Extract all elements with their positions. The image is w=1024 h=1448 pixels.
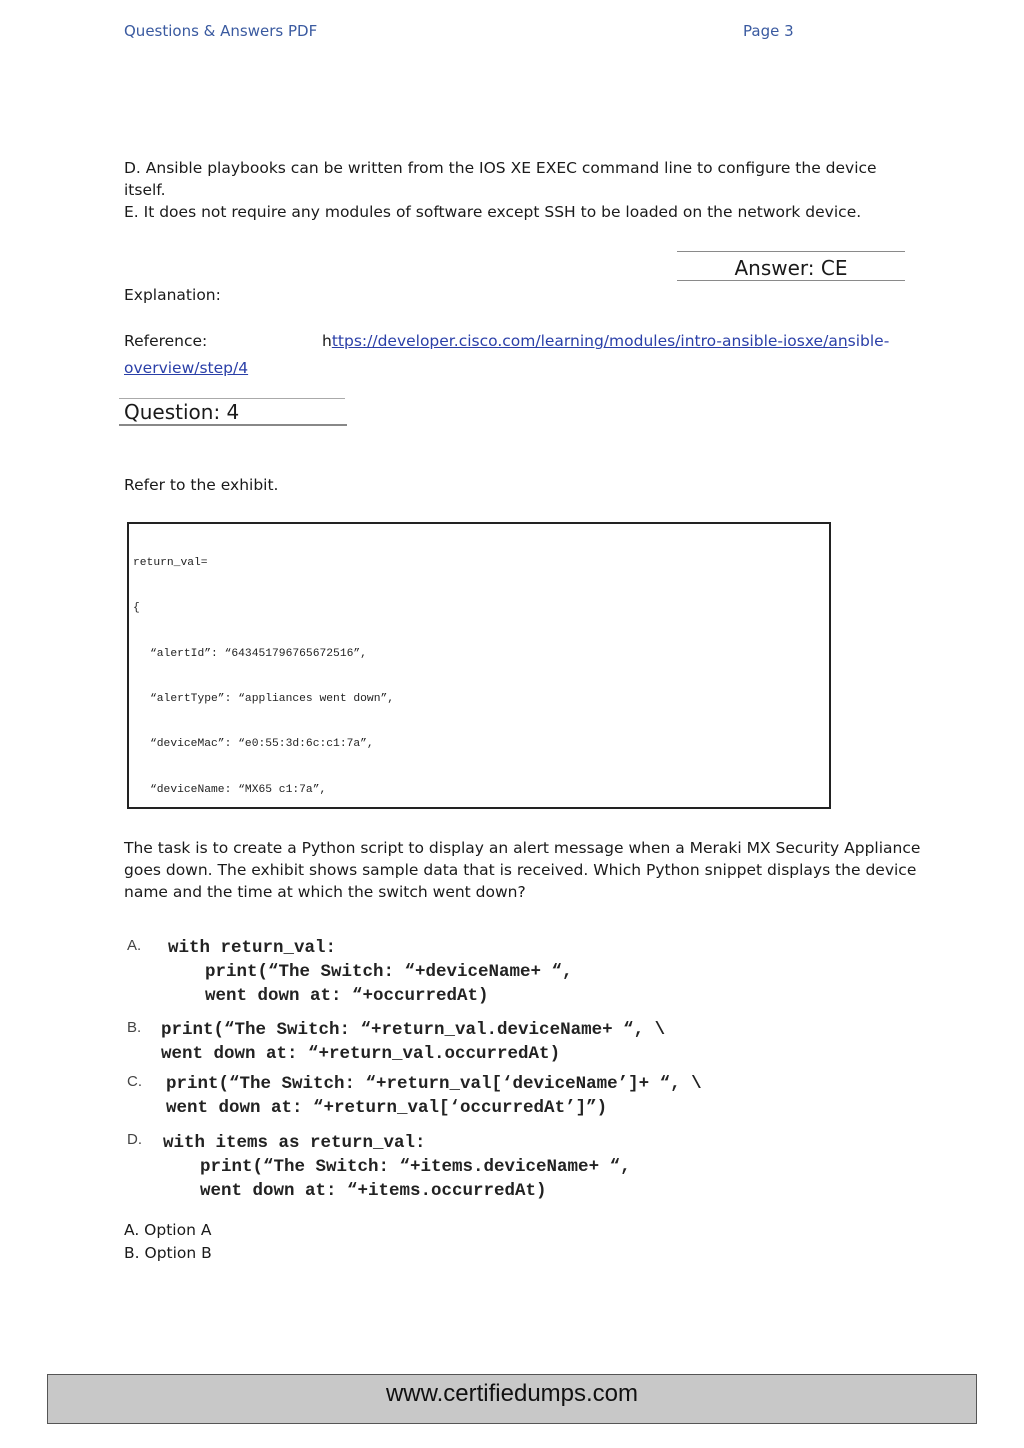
reference-url-suffix[interactable]: sible- (847, 332, 890, 350)
question-bottom-rule (119, 424, 347, 426)
option-c-letter: C. (127, 1073, 142, 1090)
option-d-code-line3: went down at: “+items.occurredAt) (200, 1181, 547, 1201)
question-title: Question: 4 (124, 400, 240, 424)
question-text-line3: name and the time at which the switch went down? (124, 883, 526, 901)
footer-url[interactable]: www.certifiedumps.com (385, 1380, 639, 1407)
reference-url-prefix: h (322, 332, 332, 350)
option-b-code-line1: print(“The Switch: “+return_val.deviceName+ “, \ (161, 1020, 666, 1040)
reference-url-link[interactable]: ttps://developer.cisco.com/learning/modules/intro-ansible-iosxe/an (331, 332, 848, 350)
exhibit-line: “deviceMac”: “e0:55:3d:6c:c1:7a”, (150, 738, 374, 751)
exhibit-line: “alertType”: “appliances went down”, (150, 693, 395, 706)
exhibit-line: “alertId”: “643451796765672516”, (150, 647, 367, 660)
question-text-line2: goes down. The exhibit shows sample data that is received. Which Python snippet displays the device (124, 861, 917, 879)
option-a-code-line1: with return_val: (168, 938, 337, 958)
exhibit-code-box (127, 522, 831, 809)
option-a-letter: A. (127, 937, 142, 954)
option-d-code-line1: with items as return_val: (163, 1133, 426, 1153)
answer-bottom-rule (677, 280, 905, 281)
question-intro: Refer to the exhibit. (124, 476, 279, 494)
answer-choice[interactable]: A. Option A (124, 1221, 212, 1239)
question-top-rule (119, 398, 345, 399)
option-a-code-line2: print(“The Switch: “+deviceName+ “, (205, 962, 573, 982)
question-text-line1: The task is to create a Python script to display an alert message when a Meraki MX Security Appliance (124, 839, 921, 857)
footer-banner (47, 1374, 977, 1424)
option-d-letter: D. (127, 1131, 142, 1148)
reference-url-line2[interactable]: overview/step/4 (124, 359, 249, 377)
explanation-label: Explanation: (124, 286, 221, 304)
option-e: E. It does not require any modules of software except SSH to be loaded on the network device. (124, 203, 862, 221)
option-d-code-line2: print(“The Switch: “+items.deviceName+ “, (200, 1157, 631, 1177)
exhibit-line: { (133, 602, 140, 615)
option-c-code-line2: went down at: “+return_val[‘occurredAt’]”) (166, 1098, 608, 1118)
answer-text: Answer: CE (734, 256, 848, 280)
option-b-letter: B. (127, 1019, 142, 1036)
option-c-code-line1: print(“The Switch: “+return_val[‘deviceName’]+ “, \ (166, 1074, 702, 1094)
option-b-code-line2: went down at: “+return_val.occurredAt) (161, 1044, 561, 1064)
exhibit-line: return_val= (133, 557, 208, 570)
option-d-line1: D. Ansible playbooks can be written from the IOS XE EXEC command line to configure the device (124, 159, 877, 177)
answer-choice[interactable]: B. Option B (124, 1244, 212, 1262)
option-d-line2: itself. (124, 181, 166, 199)
reference-label: Reference: (124, 332, 208, 350)
exhibit-line: “deviceName: “MX65 c1:7a”, (150, 783, 327, 796)
reference-link[interactable] (322, 330, 889, 352)
page-number: Page 3 (743, 22, 794, 40)
answer-top-rule (677, 251, 905, 252)
header-title: Questions & Answers PDF (124, 22, 318, 40)
option-a-code-line3: went down at: “+occurredAt) (205, 986, 489, 1006)
